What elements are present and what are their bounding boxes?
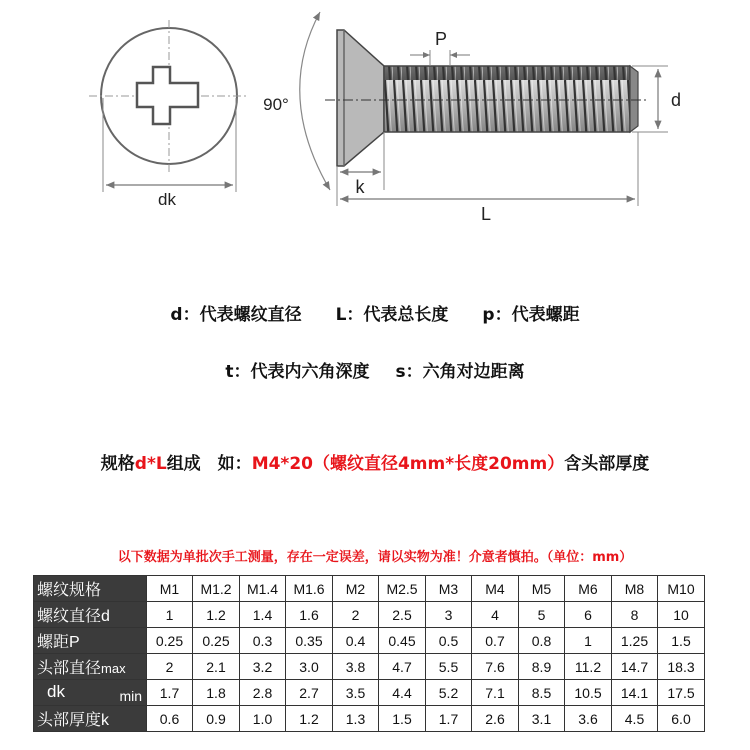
angle-label: 90° [263, 95, 289, 114]
table-cell: 1.0 [240, 706, 286, 732]
table-cell: M1.4 [240, 576, 286, 602]
table-cell: 2.1 [193, 654, 240, 680]
table-cell: 1.2 [286, 706, 333, 732]
table-cell: M1.6 [286, 576, 333, 602]
table-cell: 7.6 [472, 654, 519, 680]
table-cell: M2 [333, 576, 379, 602]
row-label [34, 628, 147, 654]
spec-example: M4*20（螺纹直径4mm*长度20mm） [251, 454, 565, 474]
d-label: d [670, 90, 682, 110]
row-label-max: max [101, 661, 126, 676]
table-cell: 10.5 [565, 680, 612, 706]
table-cell: 1.2 [193, 602, 240, 628]
table-cell: 1.7 [147, 680, 193, 706]
legend-d: d：代表螺纹直径 [170, 305, 302, 325]
row-label-min: min [119, 687, 142, 704]
table-cell: 11.2 [565, 654, 612, 680]
table-cell: 3.1 [519, 706, 565, 732]
table-cell: 2.8 [240, 680, 286, 706]
row-head-thickness [34, 706, 705, 732]
table-cell: 0.25 [147, 628, 193, 654]
row-label [34, 602, 147, 628]
row-label-main: 头部直径 [37, 660, 102, 677]
table-cell: 0.7 [472, 628, 519, 654]
table-cell: 14.1 [612, 680, 658, 706]
spec-prefix: 规格 [100, 454, 135, 474]
table-cell: 1.4 [240, 602, 286, 628]
table-cell: 0.3 [240, 628, 286, 654]
row-pitch [34, 628, 705, 654]
table-cell: 1.6 [286, 602, 333, 628]
legend-s: s：六角对边距离 [395, 362, 525, 382]
table-cell: 0.8 [519, 628, 565, 654]
table-cell: 5 [519, 602, 565, 628]
table-cell: 3.6 [565, 706, 612, 732]
measurement-notice: 以下数据为单批次手工测量，存在一定误差，请以实物为准！介意者慎拍。（单位：mm） [117, 550, 633, 565]
table-cell: 18.3 [658, 654, 705, 680]
head-top-view [89, 20, 249, 192]
table-cell: 6.0 [658, 706, 705, 732]
legend-line-1 [0, 300, 750, 325]
spec-formula: d*L [134, 454, 167, 474]
table-cell: 3 [426, 602, 472, 628]
legend-l: L：代表总长度 [335, 305, 449, 325]
table-cell: M2.5 [379, 576, 426, 602]
row-label-text: 螺距P [37, 634, 80, 651]
table-cell: 4.4 [379, 680, 426, 706]
row-thread-diameter [34, 602, 705, 628]
row-spec [34, 576, 705, 602]
spec-table [33, 575, 705, 732]
row-label [34, 576, 147, 602]
table-cell: 0.25 [193, 628, 240, 654]
table-cell: M8 [612, 576, 658, 602]
table-cell: 3.8 [333, 654, 379, 680]
table-cell: 7.1 [472, 680, 519, 706]
table-cell: 1.3 [333, 706, 379, 732]
row-label-text: 头部厚度k [37, 712, 110, 729]
table-cell: 8.5 [519, 680, 565, 706]
row-label [34, 680, 147, 706]
spec-mid: 组成 如： [166, 454, 252, 474]
table-cell: M6 [565, 576, 612, 602]
row-label-text: 螺纹规格 [37, 582, 102, 599]
table-cell: M4 [472, 576, 519, 602]
table-cell: 2 [147, 654, 193, 680]
row-label [34, 706, 147, 732]
row-label-dk: dk [47, 681, 65, 701]
table-cell: 1.8 [193, 680, 240, 706]
dk-label: dk [158, 190, 176, 209]
row-label [34, 654, 147, 680]
table-cell: 6 [565, 602, 612, 628]
table-cell: 1.5 [658, 628, 705, 654]
l-label: L [480, 204, 492, 224]
table-cell: 2 [333, 602, 379, 628]
table-cell: 1 [565, 628, 612, 654]
table-cell: 0.5 [426, 628, 472, 654]
legend-t: t：代表内六角深度 [225, 362, 370, 382]
table-cell: M5 [519, 576, 565, 602]
table-cell: M1.2 [193, 576, 240, 602]
spec-suffix: 含头部厚度 [564, 454, 650, 474]
table-cell: 2.6 [472, 706, 519, 732]
table-cell: 3.2 [240, 654, 286, 680]
spec-format-line [0, 449, 750, 474]
legend-p: p：代表螺距 [482, 305, 580, 325]
table-cell: M10 [658, 576, 705, 602]
p-label: P [434, 29, 448, 49]
table-cell: 1.25 [612, 628, 658, 654]
table-cell: M1 [147, 576, 193, 602]
row-label-text: 螺纹直径d [37, 608, 110, 625]
table-cell: 2.7 [286, 680, 333, 706]
table-cell: 1.7 [426, 706, 472, 732]
table-cell: 2.5 [379, 602, 426, 628]
table-cell: 8.9 [519, 654, 565, 680]
row-head-diameter-max [34, 654, 705, 680]
legend-line-2 [0, 357, 750, 382]
table-cell: 0.9 [193, 706, 240, 732]
table-cell: 0.45 [379, 628, 426, 654]
table-cell: 4.5 [612, 706, 658, 732]
table-cell: 10 [658, 602, 705, 628]
table-cell: 17.5 [658, 680, 705, 706]
table-cell: 3.0 [286, 654, 333, 680]
table-cell: M3 [426, 576, 472, 602]
table-cell: 5.2 [426, 680, 472, 706]
table-cell: 4.7 [379, 654, 426, 680]
table-cell: 0.35 [286, 628, 333, 654]
row-head-diameter-min [34, 680, 705, 706]
table-cell: 4 [472, 602, 519, 628]
table-cell: 5.5 [426, 654, 472, 680]
table-cell: 1 [147, 602, 193, 628]
screw-drawing [0, 0, 750, 270]
k-label: k [355, 177, 365, 197]
table-cell: 1.5 [379, 706, 426, 732]
table-cell: 0.4 [333, 628, 379, 654]
table-cell: 14.7 [612, 654, 658, 680]
table-cell: 8 [612, 602, 658, 628]
table-cell: 0.6 [147, 706, 193, 732]
table-cell: 3.5 [333, 680, 379, 706]
